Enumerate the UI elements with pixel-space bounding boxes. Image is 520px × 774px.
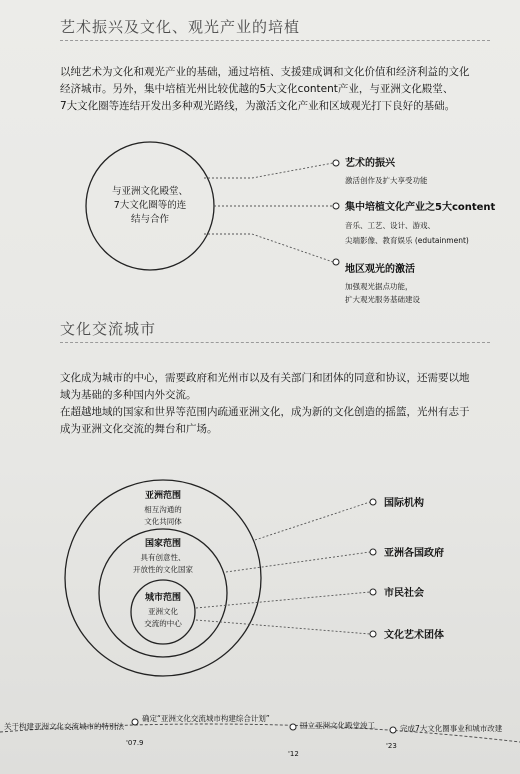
- connector-dot: [333, 203, 339, 209]
- section2-line: 在超越地域的国家和世界等范围内疏通亚洲文化，成为新的文化创造的摇篮，光州有志于: [60, 406, 470, 418]
- branch-title: 集中培植文化产业之5大content: [345, 202, 496, 213]
- circle-desc: 相互沟通的: [144, 505, 182, 514]
- section1-line: 以纯艺术为文化和观光产业的基础，通过培植、支援建成调和文化价值和经济利益的文化: [60, 66, 470, 78]
- diagram-exchange: [65, 480, 444, 676]
- target-label: 市民社会: [384, 588, 424, 599]
- target-label: 国际机构: [384, 498, 424, 509]
- branch-title: 地区观光的激活: [345, 264, 415, 275]
- timeline-dot: [290, 724, 296, 730]
- connector-line: [204, 163, 333, 178]
- section2-line: 成为亚洲文化交流的舞台和广场。: [60, 423, 218, 435]
- connector-dot: [370, 589, 376, 595]
- timeline-year: '23: [386, 742, 397, 750]
- connector-line: [255, 502, 370, 540]
- connector-line: [196, 620, 370, 634]
- section2-line: 文化成为城市的中心，需要政府和光州市以及有关部门和团体的同意和协议，还需要以地: [60, 372, 470, 384]
- timeline-item: 国立亚洲文化殿堂竣工: [300, 721, 375, 730]
- connector-dot: [370, 549, 376, 555]
- circle-desc: 亚洲文化: [148, 607, 178, 616]
- timeline-item: 关于构建亚洲文化交流城市的特别法: [4, 722, 124, 731]
- branch-desc: 尖端影像、教育娱乐 (edutainment): [345, 236, 469, 245]
- timeline-year: '12: [288, 750, 299, 758]
- circle-title: 亚洲范围: [144, 491, 182, 501]
- section2-title: 文化交流城市: [60, 320, 157, 338]
- section1-title: 艺术振兴及文化、观光产业的培植: [60, 18, 301, 36]
- section2-line: 域为基础的多种国内外交流。: [60, 389, 197, 401]
- branch-title: 艺术的振兴: [345, 158, 395, 169]
- branch-desc: 激活创作及扩大享受功能: [345, 176, 428, 185]
- timeline-item: 完成7大文化圈事业和城市改建: [400, 724, 503, 733]
- branch-desc: 扩大观光服务基础建设: [345, 295, 420, 304]
- target-label: 亚洲各国政府: [384, 548, 444, 559]
- connector-dot: [333, 160, 339, 166]
- timeline-item: 确定“亚洲文化交流城市构建综合计划”: [142, 714, 270, 723]
- circle-desc: 具有创意性、: [140, 553, 186, 562]
- section1-line: 经济城市。另外，集中培植光州比较优越的5大文化content产业，与亚洲文化殿堂、: [60, 83, 454, 95]
- connector-dot: [370, 631, 376, 637]
- connector-line: [204, 234, 333, 262]
- timeline-dot: [132, 719, 138, 725]
- timeline-dot: [390, 727, 396, 733]
- branch-desc: 加强观光据点功能，: [345, 282, 413, 291]
- section1-line: 7大文化圈等连结开发出多种观光路线，为激活文化产业和区域观光打下良好的基础。: [60, 100, 456, 112]
- circle-text-line: 结与合作: [130, 214, 170, 225]
- circle-desc: 开放性的文化国家: [133, 565, 193, 574]
- connector-line: [196, 592, 370, 608]
- connector-line: [226, 552, 370, 572]
- circle-title: 国家范围: [144, 539, 182, 549]
- timeline: [0, 713, 520, 758]
- circle-text-line: 7大文化圈等的连: [113, 200, 187, 211]
- circle-desc: 文化共同体: [144, 517, 182, 526]
- connector-dot: [370, 499, 376, 505]
- circle-text-line: 与亚洲文化殿堂、: [111, 186, 189, 197]
- branch-desc: 音乐、工艺、设计、游戏、: [345, 221, 435, 230]
- circle-desc: 交流的中心: [144, 619, 182, 628]
- connector-dot: [333, 259, 339, 265]
- timeline-year: '07.9: [126, 739, 144, 747]
- diagram-cooperation: [86, 142, 496, 304]
- circle-title: 城市范围: [144, 593, 182, 603]
- target-label: 文化艺术团体: [384, 630, 444, 641]
